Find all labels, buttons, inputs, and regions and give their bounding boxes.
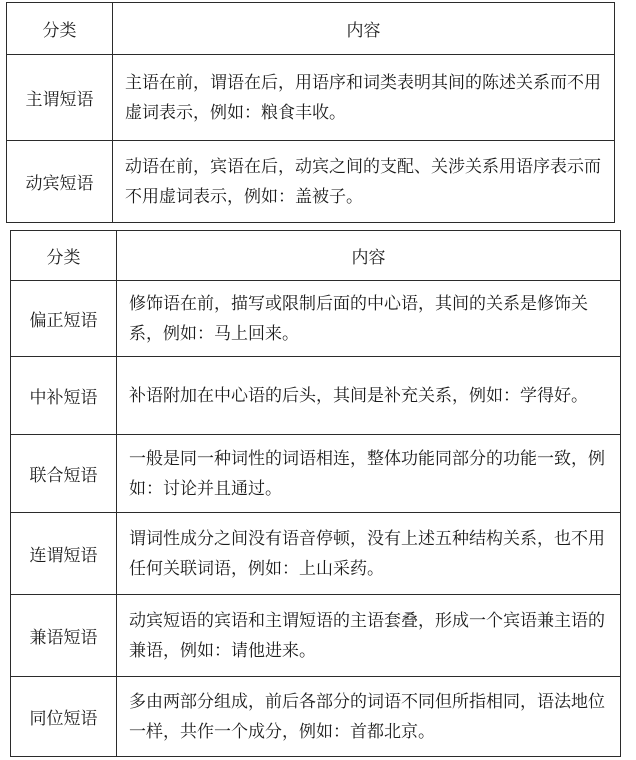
header-content: 内容 <box>113 3 615 55</box>
header-category: 分类 <box>11 231 117 281</box>
row-category: 动宾短语 <box>7 141 113 223</box>
phrase-table-2 <box>10 230 621 757</box>
row-category: 连谓短语 <box>11 513 117 595</box>
row-category: 同位短语 <box>11 677 117 757</box>
row-content: 一般是同一种词性的词语相连，整体功能同部分的功能一致，例如：讨论并且通过。 <box>117 435 621 513</box>
row-content: 动语在前，宾语在后，动宾之间的支配、关涉关系用语序表示而不用虚词表示，例如：盖被子。 <box>113 141 615 223</box>
row-content: 主语在前，谓语在后，用语序和词类表明其间的陈述关系而不用虚词表示，例如：粮食丰收。 <box>113 55 615 141</box>
table-row <box>11 281 621 357</box>
row-category: 主谓短语 <box>7 55 113 141</box>
table-header-row <box>11 231 621 281</box>
header-content: 内容 <box>117 231 621 281</box>
phrase-table-1 <box>6 2 615 223</box>
row-category: 中补短语 <box>11 357 117 435</box>
row-content: 补语附加在中心语的后头，其间是补充关系，例如：学得好。 <box>117 357 621 435</box>
header-category: 分类 <box>7 3 113 55</box>
row-content: 动宾短语的宾语和主谓短语的主语套叠，形成一个宾语兼主语的兼语，例如：请他进来。 <box>117 595 621 677</box>
row-content: 多由两部分组成，前后各部分的词语不同但所指相同，语法地位一样，共作一个成分，例如：首都北京。 <box>117 677 621 757</box>
table-row <box>11 357 621 435</box>
table-row <box>7 141 615 223</box>
row-category: 联合短语 <box>11 435 117 513</box>
row-content: 谓词性成分之间没有语音停顿，没有上述五种结构关系，也不用任何关联词语，例如：上山采药。 <box>117 513 621 595</box>
table-row <box>11 595 621 677</box>
row-content: 修饰语在前，描写或限制后面的中心语，其间的关系是修饰关系，例如：马上回来。 <box>117 281 621 357</box>
table-row <box>11 677 621 757</box>
table-row <box>11 513 621 595</box>
row-category: 偏正短语 <box>11 281 117 357</box>
table-row <box>11 435 621 513</box>
table-row <box>7 55 615 141</box>
table-header-row <box>7 3 615 55</box>
row-category: 兼语短语 <box>11 595 117 677</box>
